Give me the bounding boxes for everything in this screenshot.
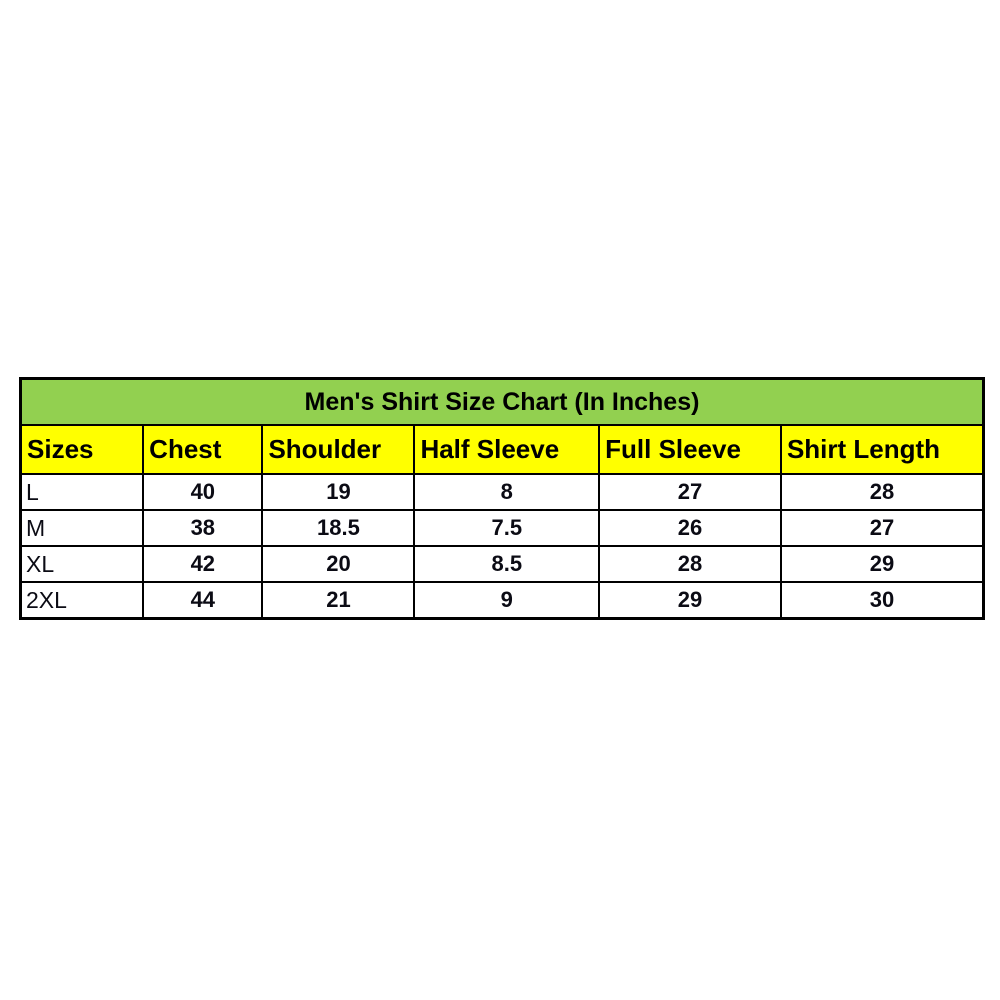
column-header-shoulder: Shoulder — [262, 425, 414, 474]
size-cell: 2XL — [21, 582, 143, 618]
value-cell: 21 — [262, 582, 414, 618]
value-cell: 27 — [599, 474, 781, 510]
value-cell: 28 — [599, 546, 781, 582]
value-cell: 30 — [781, 582, 983, 618]
size-cell: XL — [21, 546, 143, 582]
header-row — [21, 425, 983, 474]
value-cell: 18.5 — [262, 510, 414, 546]
column-header-half-sleeve: Half Sleeve — [414, 425, 599, 474]
value-cell: 8.5 — [414, 546, 599, 582]
column-header-full-sleeve: Full Sleeve — [599, 425, 781, 474]
column-header-shirt-length: Shirt Length — [781, 425, 983, 474]
value-cell: 7.5 — [414, 510, 599, 546]
table-row — [21, 546, 983, 582]
size-cell: L — [21, 474, 143, 510]
value-cell: 42 — [143, 546, 262, 582]
table-row — [21, 510, 983, 546]
column-header-chest: Chest — [143, 425, 262, 474]
value-cell: 19 — [262, 474, 414, 510]
value-cell: 27 — [781, 510, 983, 546]
table-title: Men's Shirt Size Chart (In Inches) — [21, 379, 983, 425]
column-header-sizes: Sizes — [21, 425, 143, 474]
value-cell: 40 — [143, 474, 262, 510]
value-cell: 44 — [143, 582, 262, 618]
table-row — [21, 582, 983, 618]
size-chart-container — [20, 378, 984, 619]
value-cell: 29 — [599, 582, 781, 618]
value-cell: 9 — [414, 582, 599, 618]
title-row — [21, 379, 983, 425]
value-cell: 8 — [414, 474, 599, 510]
size-chart-table — [20, 378, 984, 619]
value-cell: 26 — [599, 510, 781, 546]
value-cell: 29 — [781, 546, 983, 582]
value-cell: 38 — [143, 510, 262, 546]
value-cell: 28 — [781, 474, 983, 510]
table-row — [21, 474, 983, 510]
size-cell: M — [21, 510, 143, 546]
value-cell: 20 — [262, 546, 414, 582]
